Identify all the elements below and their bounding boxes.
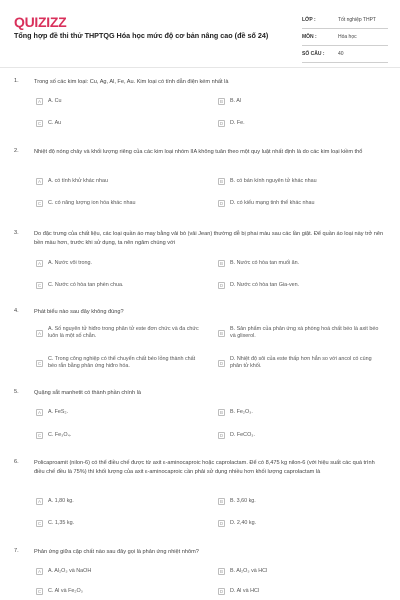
option-letter: A	[37, 179, 41, 184]
option-text: B. Al₂O₃ và HCl	[230, 568, 268, 574]
option-text: D. Nước có hòa tan Gia-ven.	[230, 282, 300, 288]
option-b[interactable]	[218, 98, 384, 105]
option-letter: C	[37, 433, 42, 438]
option-text: A. Cu	[48, 98, 62, 104]
option-letter: D	[219, 121, 224, 126]
option-text: C. Nước có hòa tan phèn chua.	[48, 282, 124, 288]
option-letter: B	[219, 261, 223, 266]
option-text: B. có bán kính nguyên tử khác nhau	[230, 178, 317, 184]
option-b[interactable]	[218, 568, 384, 575]
option-c[interactable]	[36, 588, 196, 595]
option-d[interactable]	[218, 520, 384, 527]
option-letter: C	[37, 201, 42, 206]
question-number: 4.	[14, 308, 19, 314]
option-b[interactable]	[218, 260, 384, 267]
meta-value: 40	[338, 51, 344, 57]
option-text: B. Al	[230, 98, 242, 104]
question-number: 7.	[14, 548, 19, 554]
option-text: D. có kiểu mạng tinh thể khác nhau	[230, 200, 315, 206]
option-letter: A	[37, 499, 41, 504]
option-text: A. FeS₂.	[48, 409, 69, 415]
option-a[interactable]	[36, 178, 196, 185]
option-a[interactable]	[36, 498, 196, 505]
question-text: Phát biểu nào sau đây không đúng?	[34, 309, 124, 315]
question-text: Do đặc trưng của chất liệu, các loại quần áo may bằng vải bò (vải Jean) thường dễ bị phai màu sau các lần giặt. Để quần áo loại này trở nên bền màu hơn, trước khi sử dụng, ta nên ngâm chúng với	[34, 231, 384, 246]
option-letter: C	[37, 589, 42, 594]
meta-value: Hóa học	[338, 34, 357, 40]
option-text: C. Al và Fe₂O₃	[48, 588, 83, 594]
option-letter: D	[219, 360, 224, 366]
question-number: 5.	[14, 389, 19, 395]
meta-row-grade	[302, 12, 388, 29]
option-text: D. FeCO₃.	[230, 432, 255, 438]
option-text: B. Sản phẩm của phản ứng xà phòng hoá chất béo là axit béo và glixerol.	[230, 326, 379, 340]
option-d[interactable]	[218, 588, 384, 595]
option-a[interactable]	[36, 568, 196, 575]
option-letter: D	[219, 201, 224, 206]
header-divider	[0, 67, 400, 68]
option-letter: D	[219, 283, 224, 288]
option-letter: A	[37, 261, 41, 266]
option-letter: C	[37, 360, 42, 366]
option-c[interactable]	[36, 356, 202, 370]
option-d[interactable]	[218, 282, 384, 289]
option-c[interactable]	[36, 520, 196, 527]
option-letter: B	[219, 179, 223, 184]
option-text: A. có tính khử khác nhau	[48, 178, 108, 184]
option-a[interactable]	[36, 409, 196, 416]
option-c[interactable]	[36, 200, 196, 207]
question-text: Phản ứng giữa cặp chất nào sau đây gọi là phản ứng nhiệt nhôm?	[34, 549, 199, 555]
option-b[interactable]	[218, 498, 384, 505]
meta-table	[302, 12, 388, 63]
option-letter: D	[219, 433, 224, 438]
option-text: C. có năng lượng ion hóa khác nhau	[48, 200, 136, 206]
option-letter: B	[219, 499, 223, 504]
option-text: C. Fe₃O₄.	[48, 432, 72, 438]
question-number: 1.	[14, 78, 19, 84]
option-letter: C	[37, 121, 42, 126]
meta-row-subject	[302, 29, 388, 46]
meta-label: SỐ CÂU :	[302, 51, 325, 57]
option-text: D. 2,40 kg.	[230, 520, 257, 526]
option-letter: C	[37, 283, 42, 288]
option-text: D. Nhiệt độ sôi của este thấp hơn hẳn so với ancol có cùng phân tử khối.	[230, 356, 372, 370]
option-letter: A	[37, 330, 41, 336]
option-text: C. Au	[48, 120, 62, 126]
option-b[interactable]	[218, 178, 384, 185]
option-text: A. Nước vôi trong.	[48, 260, 92, 266]
option-text: D. Al và HCl	[230, 588, 260, 594]
page-title: Tổng hợp đề thi thử THPTQG Hóa học mức độ cơ bản nâng cao (đề số 24)	[14, 31, 269, 40]
question-text: Policaproamit (nilon-6) có thể điều chế được từ axit ε-aminocaproic hoặc caprolactam. Để có 8,475 kg nilon-6 (với hiệu suất các quá trình điều chế đều là 75%) thì khối lượng của axit ε-aminocaproic cần phải sử dụng nhiều hơn khối lượng caprolactam là	[34, 460, 375, 475]
option-c[interactable]	[36, 282, 196, 289]
option-letter: A	[37, 410, 41, 415]
option-letter: B	[219, 410, 223, 415]
option-a[interactable]	[36, 326, 202, 340]
option-text: C. 1,35 kg.	[48, 520, 75, 526]
option-a[interactable]	[36, 260, 196, 267]
option-letter: D	[219, 589, 224, 594]
option-letter: A	[37, 99, 41, 104]
quizizz-logo: QUIZIZZ	[14, 14, 67, 30]
question-number: 3.	[14, 230, 19, 236]
option-text: B. 3,60 kg.	[230, 498, 256, 504]
option-d[interactable]	[218, 120, 384, 127]
option-d[interactable]	[218, 200, 384, 207]
option-text: D. Fe.	[230, 120, 245, 126]
option-text: B. Fe₂O₃.	[230, 409, 253, 415]
option-c[interactable]	[36, 432, 196, 439]
option-text: B. Nước có hòa tan muối ăn.	[230, 260, 300, 266]
option-letter: A	[37, 569, 41, 574]
option-letter: B	[219, 330, 223, 336]
option-b[interactable]	[218, 409, 384, 416]
question-text: Quặng sắt manhetit có thành phần chính là	[34, 390, 141, 396]
meta-value: Tốt nghiệp THPT	[338, 17, 376, 23]
option-c[interactable]	[36, 120, 196, 127]
option-letter: B	[219, 99, 223, 104]
option-b[interactable]	[218, 326, 384, 340]
option-d[interactable]	[218, 356, 384, 370]
option-text: A. Al₂O₃ và NaOH	[48, 568, 92, 574]
question-number: 2.	[14, 148, 19, 154]
option-a[interactable]	[36, 98, 196, 105]
question-number: 6.	[14, 459, 19, 465]
meta-row-count	[302, 46, 388, 63]
question-text: Nhiệt độ nóng chảy và khối lượng riêng của các kim loại nhóm IIA không tuân theo một quy luật nhất định là do các kim loại kiềm thổ	[34, 149, 363, 155]
meta-label: MÔN :	[302, 34, 317, 40]
option-letter: D	[219, 521, 224, 526]
option-letter: B	[219, 569, 223, 574]
option-letter: C	[37, 521, 42, 526]
option-text: C. Trong công nghiệp có thể chuyển chất béo lỏng thành chất béo rắn bằng phản ứng hiđro hóa.	[48, 356, 196, 370]
question-text: Trong số các kim loại: Cu, Ag, Al, Fe, Au. Kim loại có tính dẫn điện kém nhất là	[34, 79, 229, 85]
meta-label: LỚP :	[302, 17, 316, 23]
option-text: A. 1,80 kg.	[48, 498, 74, 504]
option-text: A. Số nguyên tử hiđro trong phân tử este đơn chức và đa chức luôn là một số chẵn.	[48, 326, 199, 340]
option-d[interactable]	[218, 432, 384, 439]
